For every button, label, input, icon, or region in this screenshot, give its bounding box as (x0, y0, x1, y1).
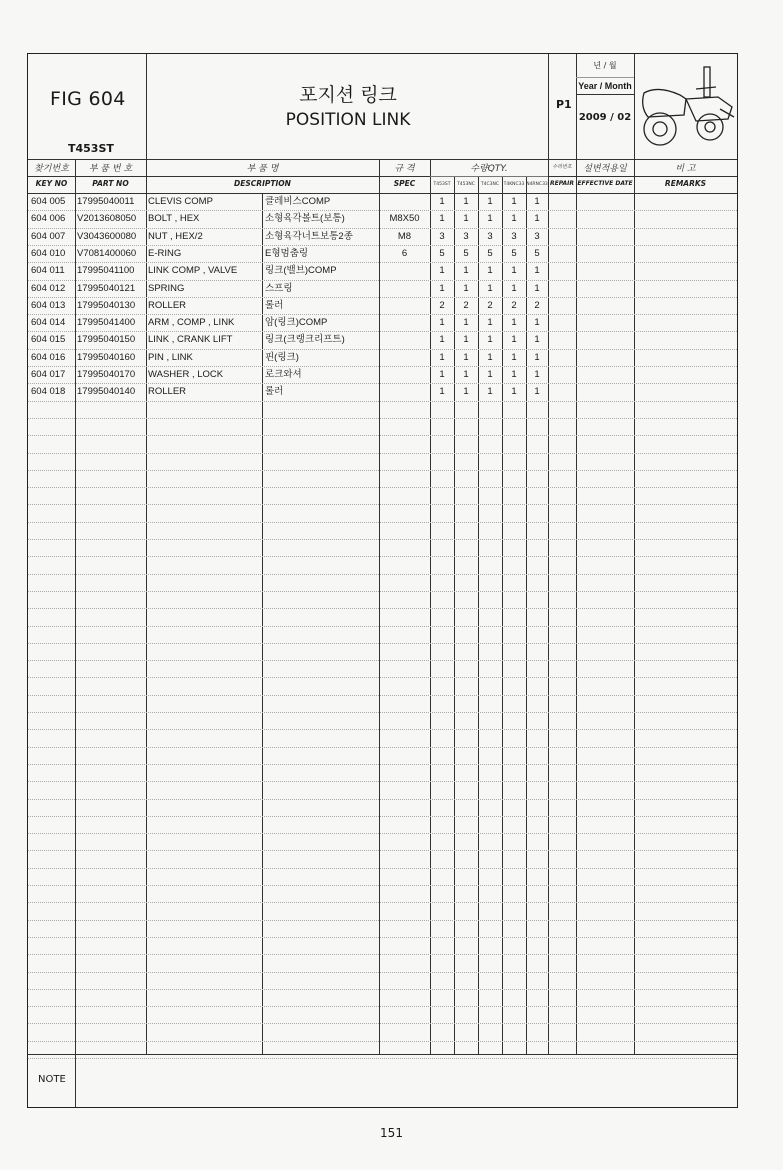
qty-value: 2 (534, 299, 540, 311)
description: LINK , CRANK LIFT (148, 334, 233, 346)
header-divider-2 (28, 176, 737, 177)
col-header-qty: 수량QTY. (470, 164, 508, 174)
part-no: 17995040140 (77, 386, 136, 398)
row-divider (28, 989, 737, 990)
qty-value: 1 (534, 386, 540, 398)
col-header-repair: REPAIR (549, 180, 575, 187)
qty-model-1: T453ST (433, 182, 451, 187)
col-header-spec: SPEC (393, 179, 416, 188)
col-header-desc-ko: 부 품 명 (246, 164, 279, 174)
qty-value: 1 (463, 196, 469, 207)
col-header-part-ko: 부 품 번 호 (88, 164, 133, 174)
qty-model-4: T4KNC33 (503, 182, 525, 187)
qty-value: 1 (511, 351, 517, 363)
key-no: 604 005 (31, 196, 66, 207)
row-divider (28, 453, 737, 454)
col-header-part: PART NO (92, 179, 129, 188)
description: LINK COMP , VALVE (148, 265, 238, 277)
page-number: 151 (380, 1126, 403, 1140)
description-ko: 링크(밸브)COMP (265, 265, 337, 277)
qty-value: 1 (487, 334, 493, 346)
spec: M8 (397, 230, 412, 242)
description-ko: 롤러 (265, 386, 284, 398)
part-no: V2013608050 (77, 213, 137, 225)
page-title: POSITION LINK (285, 110, 411, 130)
header-separator (146, 54, 147, 159)
part-no: 17995040160 (77, 351, 136, 363)
description-ko: 클레비스COMP (265, 196, 331, 207)
key-no: 604 007 (31, 230, 66, 242)
qty-value: 1 (463, 386, 469, 398)
qty-value: 1 (511, 317, 517, 329)
qty-value: 1 (487, 265, 493, 277)
table-row (28, 349, 737, 366)
spec: M8X50 (389, 213, 420, 225)
qty-value: 1 (534, 282, 540, 294)
row-divider (28, 608, 737, 609)
qty-model-3: T4C3NC (480, 182, 500, 187)
description: E-RING (148, 247, 182, 259)
row-divider (28, 712, 737, 713)
qty-value: 1 (439, 334, 445, 346)
description: CLEVIS COMP (148, 196, 213, 207)
qty-value: 5 (463, 247, 469, 259)
qty-value: 3 (463, 230, 469, 242)
qty-value: 3 (487, 230, 493, 242)
part-no: 17995040121 (77, 282, 136, 294)
key-no: 604 011 (31, 265, 65, 277)
description: SPRING (148, 282, 185, 294)
qty-value: 1 (487, 351, 493, 363)
qty-value: 5 (439, 247, 445, 259)
year-month-ko: 년 / 월 (593, 61, 617, 70)
row-divider (28, 868, 737, 869)
qty-value: 2 (487, 299, 493, 311)
qty-value: 1 (534, 317, 540, 329)
table-row (28, 331, 737, 348)
header-divider (28, 159, 737, 160)
description: ROLLER (148, 386, 187, 398)
col-header-repair-ko: 수리번호 (552, 164, 572, 170)
description-ko: 링크(크랭크리프트) (265, 334, 345, 346)
row-divider (28, 902, 737, 903)
qty-value: 1 (439, 351, 445, 363)
row-divider (28, 833, 737, 834)
col-header-key: KEY NO (35, 179, 68, 188)
description-ko: 핀(링크) (265, 351, 299, 363)
col-header-desc: DESCRIPTION (234, 179, 291, 188)
key-no: 604 017 (31, 369, 66, 380)
row-divider (28, 435, 737, 436)
row-divider (28, 850, 737, 851)
description: NUT , HEX/2 (148, 230, 203, 242)
qty-value: 1 (439, 282, 445, 294)
description-ko: E형멈춤링 (265, 247, 309, 259)
qty-value: 1 (463, 265, 469, 277)
description: WASHER , LOCK (148, 369, 224, 380)
table-row (28, 366, 737, 383)
qty-value: 5 (511, 247, 517, 259)
row-divider (28, 781, 737, 782)
qty-value: 1 (439, 317, 445, 329)
qty-value: 3 (534, 230, 540, 242)
table-row (28, 210, 737, 227)
row-divider (28, 937, 737, 938)
row-divider (28, 556, 737, 557)
qty-value: 1 (439, 196, 445, 207)
qty-value: 2 (463, 299, 469, 311)
row-divider (28, 591, 737, 592)
description-ko: 암(링크)COMP (265, 317, 328, 329)
page-code: P1 (556, 98, 572, 111)
part-no: 17995040011 (77, 196, 135, 207)
part-no: 17995041400 (77, 317, 136, 329)
key-no: 604 010 (31, 247, 66, 259)
description-ko: 로크와셔 (265, 369, 302, 380)
table-row (28, 297, 737, 314)
description-ko: 소형육각볼트(보통) (265, 213, 345, 225)
row-divider (28, 643, 737, 644)
qty-value: 1 (534, 265, 540, 277)
description-ko: 롤러 (265, 299, 284, 311)
row-divider (28, 504, 737, 505)
parts-sheet (27, 53, 738, 1108)
col-header-rem-ko: 비 고 (675, 164, 696, 174)
spec: 6 (401, 247, 408, 259)
description: ROLLER (148, 299, 187, 311)
description-ko: 소형육각너트보통2종 (265, 230, 353, 242)
qty-value: 1 (511, 196, 517, 207)
row-divider (28, 626, 737, 627)
qty-value: 1 (463, 317, 469, 329)
figure-number: FIG 604 (50, 88, 126, 110)
row-divider (28, 729, 737, 730)
qty-value: 1 (463, 213, 469, 225)
description: PIN , LINK (148, 351, 193, 363)
parts-table-body (28, 193, 737, 1054)
qty-value: 1 (487, 196, 493, 207)
title-korean: 포지션 링크 (299, 84, 397, 106)
row-divider (28, 799, 737, 800)
key-no: 604 014 (31, 317, 66, 329)
part-no: 17995040170 (77, 369, 136, 380)
key-no: 604 012 (31, 282, 66, 294)
qty-value: 1 (439, 265, 445, 277)
qty-value: 1 (511, 386, 517, 398)
qty-value: 1 (463, 351, 469, 363)
qty-value: 1 (487, 317, 493, 329)
key-no: 604 018 (31, 386, 66, 398)
qty-subheader-line (430, 176, 548, 177)
date-divider (576, 94, 634, 95)
row-divider (28, 954, 737, 955)
row-divider (28, 747, 737, 748)
qty-value: 1 (487, 282, 493, 294)
row-divider (28, 1058, 737, 1059)
description: BOLT , HEX (148, 213, 200, 225)
row-divider (28, 539, 737, 540)
description: ARM , COMP , LINK (148, 317, 235, 329)
col-header-eff: EFFECTIVE DATE (577, 180, 633, 187)
model-code: T453ST (68, 142, 114, 155)
col-header-key-ko: 찾기번호 (34, 164, 69, 174)
qty-model-2: T453NC (457, 182, 475, 187)
qty-value: 1 (487, 386, 493, 398)
row-divider (28, 695, 737, 696)
row-divider (28, 972, 737, 973)
date-divider-2 (576, 77, 634, 78)
qty-value: 5 (487, 247, 493, 259)
qty-value: 3 (439, 230, 445, 242)
table-row (28, 245, 737, 262)
qty-value: 1 (487, 213, 493, 225)
row-divider (28, 487, 737, 488)
qty-value: 3 (511, 230, 517, 242)
row-divider (28, 660, 737, 661)
qty-value: 1 (463, 369, 469, 380)
qty-value: 1 (487, 369, 493, 380)
row-divider (28, 522, 737, 523)
part-no: 17995041100 (77, 265, 135, 277)
part-no: V7081400060 (77, 247, 137, 259)
table-row (28, 228, 737, 245)
row-divider (28, 764, 737, 765)
qty-value: 1 (463, 282, 469, 294)
row-divider (28, 885, 737, 886)
row-divider (28, 1041, 737, 1042)
part-no: 17995040130 (77, 299, 136, 311)
table-row (28, 383, 737, 400)
row-divider (28, 470, 737, 471)
row-divider (28, 401, 737, 402)
note-divider (28, 1054, 737, 1055)
row-divider (28, 1023, 737, 1024)
col-header-eff-ko: 설변적용일 (583, 164, 627, 174)
part-no: 17995040150 (77, 334, 136, 346)
table-row (28, 314, 737, 331)
table-row (28, 193, 737, 210)
row-divider (28, 677, 737, 678)
qty-value: 1 (439, 213, 445, 225)
note-separator (75, 1054, 76, 1107)
qty-value: 1 (511, 282, 517, 294)
qty-value: 1 (534, 196, 540, 207)
part-no: V3043600080 (77, 230, 137, 242)
row-divider (28, 1006, 737, 1007)
table-row (28, 262, 737, 279)
key-no: 604 013 (31, 299, 66, 311)
row-divider (28, 920, 737, 921)
qty-value: 1 (511, 265, 517, 277)
qty-value: 1 (439, 386, 445, 398)
qty-value: 1 (534, 334, 540, 346)
key-no: 604 015 (31, 334, 66, 346)
row-divider (28, 574, 737, 575)
qty-value: 5 (534, 247, 540, 259)
year-month-label: Year / Month (578, 81, 632, 91)
qty-value: 1 (511, 369, 517, 380)
qty-value: 1 (439, 369, 445, 380)
qty-value: 2 (439, 299, 445, 311)
qty-value: 1 (534, 213, 540, 225)
qty-value: 2 (511, 299, 517, 311)
qty-value: 1 (534, 369, 540, 380)
col-header-rem: REMARKS (664, 179, 707, 188)
qty-model-5: N4RNC33 (526, 182, 548, 187)
row-divider (28, 816, 737, 817)
note-label: NOTE (38, 1074, 66, 1085)
qty-value: 1 (534, 351, 540, 363)
issue-date: 2009 / 02 (578, 112, 632, 123)
key-no: 604 016 (31, 351, 66, 363)
tractor-illustration (636, 59, 736, 151)
table-row (28, 280, 737, 297)
qty-value: 1 (463, 334, 469, 346)
qty-value: 1 (511, 334, 517, 346)
description-ko: 스프링 (265, 282, 293, 294)
qty-value: 1 (511, 213, 517, 225)
key-no: 604 006 (31, 213, 66, 225)
col-header-spec-ko: 규 격 (394, 164, 415, 174)
row-divider (28, 418, 737, 419)
